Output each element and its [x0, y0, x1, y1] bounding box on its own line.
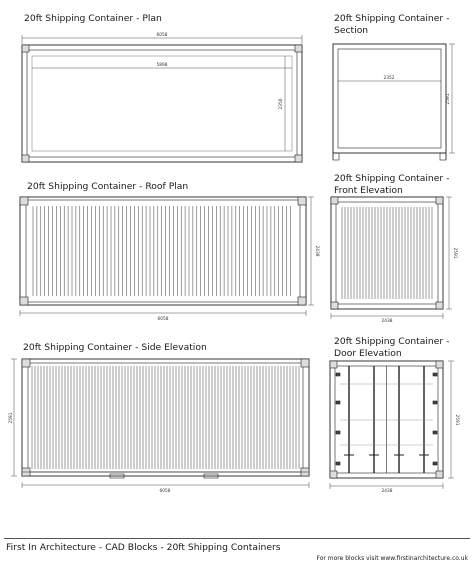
section-title-line2: Section — [334, 25, 369, 36]
front-elevation-title-line2: Front Elevation — [334, 185, 403, 196]
section-title-line1: 20ft Shipping Container - — [334, 13, 450, 24]
plan-title: 20ft Shipping Container - Plan — [24, 13, 162, 24]
section-dim-width: 2352 — [383, 76, 395, 81]
side-elevation-dim-height: 2591 — [9, 412, 14, 424]
plan-dim-inner-width: 2350 — [279, 98, 284, 110]
footer-divider — [4, 538, 470, 539]
front-elevation-dim-width: 2438 — [381, 319, 393, 324]
roof-plan-dim-length: 6058 — [157, 317, 169, 322]
plan-drawing — [22, 35, 302, 162]
door-elevation-title-line1: 20ft Shipping Container - — [334, 336, 450, 347]
plan-dim-outer-length: 6058 — [156, 33, 168, 38]
door-elevation-title-line2: Door Elevation — [334, 348, 402, 359]
footer-website-link[interactable]: For more blocks visit www.firstinarchitecture.co.uk — [316, 555, 468, 562]
side-elevation-title: 20ft Shipping Container - Side Elevation — [23, 342, 207, 353]
roof-plan-drawing — [20, 197, 314, 316]
section-dim-height: 2591 — [446, 93, 451, 105]
side-elevation-dim-length: 6058 — [159, 489, 171, 494]
side-elevation-drawing — [11, 359, 309, 488]
front-elevation-drawing — [331, 197, 452, 319]
section-drawing — [333, 44, 455, 160]
door-elevation-dim-width: 2438 — [381, 489, 393, 494]
roof-plan-title: 20ft Shipping Container - Roof Plan — [27, 181, 189, 192]
door-elevation-dim-height: 2591 — [454, 414, 459, 426]
footer-title: First In Architecture - CAD Blocks - 20ft Shipping Containers — [6, 542, 281, 553]
front-elevation-dim-height: 2591 — [452, 247, 457, 259]
front-elevation-title-line1: 20ft Shipping Container - — [334, 173, 450, 184]
door-elevation-drawing — [330, 361, 454, 489]
plan-dim-inner-length: 5898 — [156, 63, 168, 68]
roof-plan-dim-width: 2438 — [314, 245, 319, 257]
